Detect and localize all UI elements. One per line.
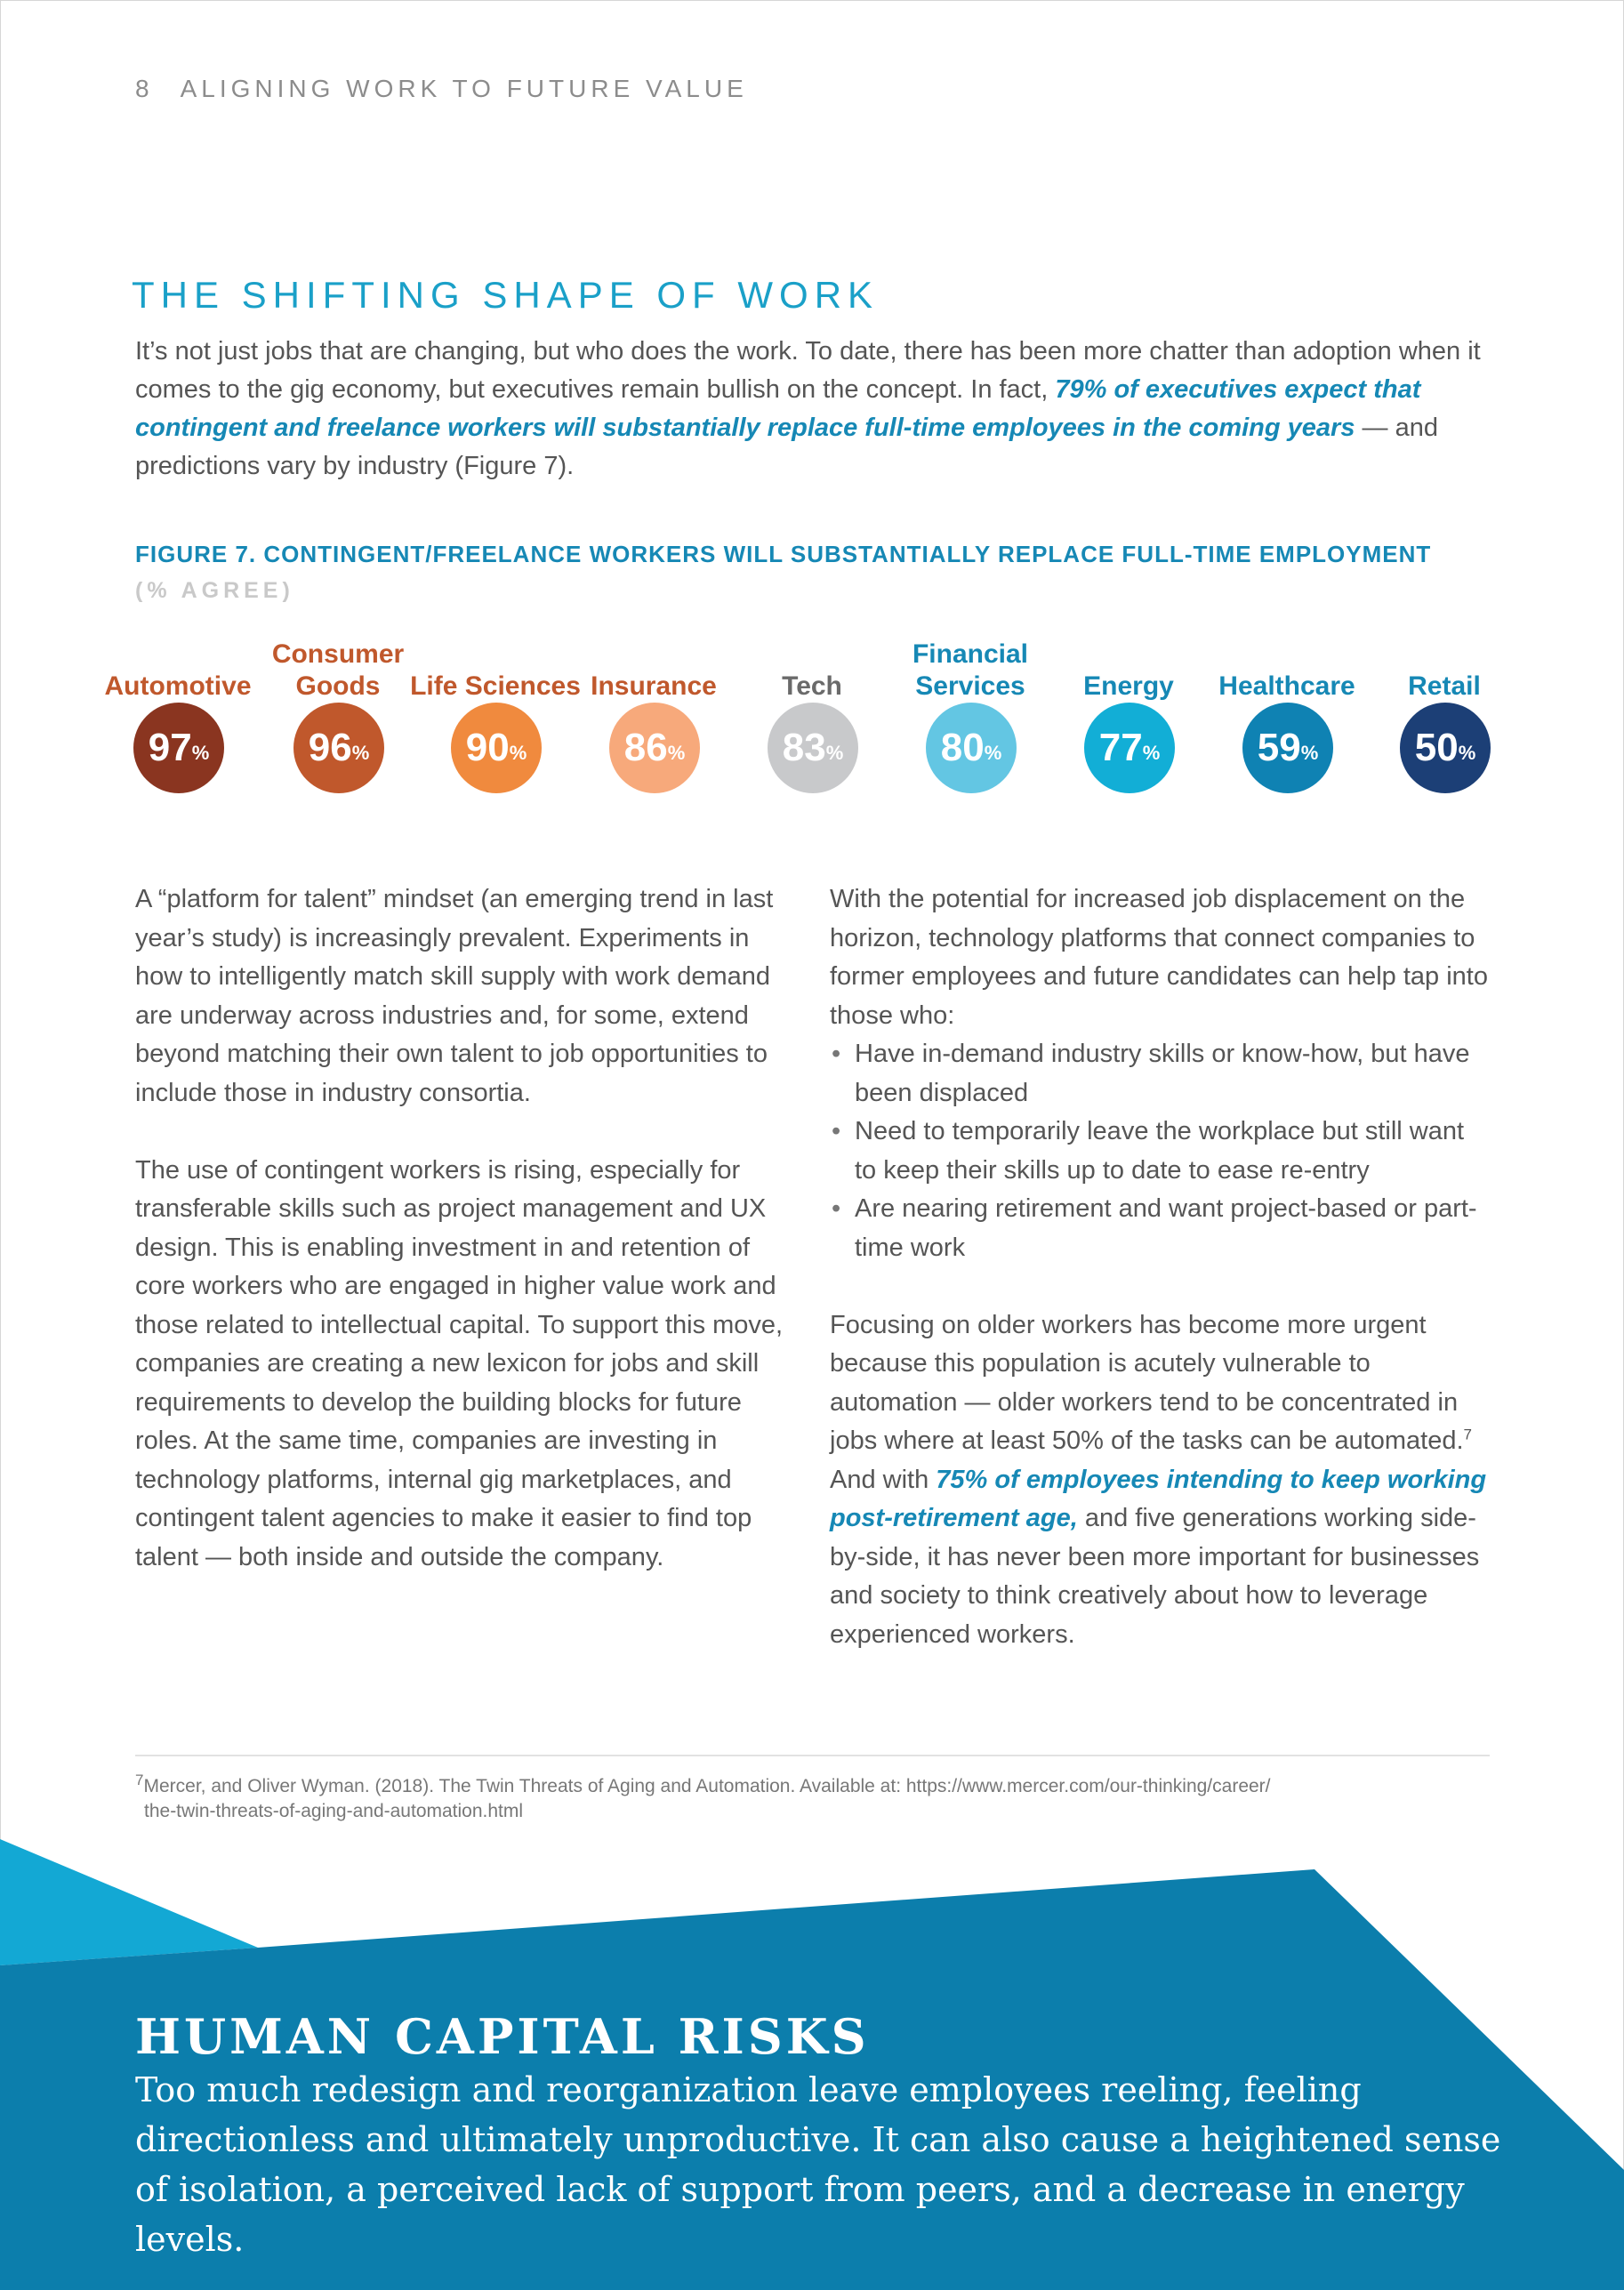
footnote-line-1 [135, 1774, 1496, 1799]
industry-life-sciences [406, 623, 584, 800]
section-title: THE SHIFTING SHAPE OF WORK [132, 274, 880, 316]
industry-value: 59 [1257, 726, 1301, 769]
percent-sign: % [1142, 742, 1161, 764]
banner-text: Too much redesign and reorganization leave employees reeling, feeling directionless and ultimately unproductive. It can also cause a heightened sense of isolation, a perceived lack of support from peers, and a decrease in energy levels. [135, 2070, 1501, 2259]
percent-sign: % [825, 742, 844, 764]
footnote-divider [135, 1755, 1490, 1756]
industry-value-circle [293, 703, 384, 793]
bullet-item: • Need to temporarily leave the workplace but still want to keep their skills up to date to ease re-entry [830, 1113, 1488, 1190]
industry-label: Life Sciences [410, 671, 581, 701]
footnote-text[interactable]: Mercer, and Oliver Wyman. (2018). The Twin Threats of Aging and Automation. Available at: https://www.mercer.com/our-thinking/career/ [143, 1776, 1271, 1796]
left-column [135, 880, 793, 1616]
right-p2-text-3: and five generations working side-by-side, it has never been more important for businesses and society to think creatively about how to leverage experienced workers. [830, 1504, 1480, 1649]
footnote-line-2[interactable]: the-twin-threats-of-aging-and-automation.html [144, 1801, 524, 1821]
percent-sign: % [1300, 742, 1319, 764]
percent-sign: % [191, 742, 210, 764]
industry-value-circle [133, 703, 224, 793]
intro-text-2: — and predictions vary by industry (Figure 7). [135, 414, 1438, 480]
industry-insurance [565, 623, 743, 800]
industry-label: Retail [1408, 671, 1481, 701]
industry-label: Tech [782, 671, 842, 701]
page-number: 8 [135, 75, 154, 102]
figure-subtitle: (% AGREE) [135, 578, 294, 603]
percent-sign: % [1458, 742, 1476, 764]
banner-light-shape [0, 1839, 258, 1965]
right-column [830, 880, 1488, 1693]
industry-energy [1040, 623, 1218, 800]
industry-value: 96 [308, 726, 352, 769]
industry-value: 90 [465, 726, 510, 769]
figure-title: FIGURE 7. CONTINGENT/FREELANCE WORKERS WILL SUBSTANTIALLY REPLACE FULL-TIME EMPLOYMENT [135, 541, 1432, 567]
right-intro: With the potential for increased job displacement on the horizon, technology platforms that connect companies to former employees and future candidates can help tap into those who: [830, 885, 1488, 1030]
percent-sign: % [509, 742, 527, 764]
left-paragraph-1: A “platform for talent” mindset (an emerging trend in last year’s study) is increasingly prevalent. Experiments in how to intelligently match skill supply with work demand are underway across industries and, for some, extend beyond matching their own talent to job opportunities to include those in industry consortia. [135, 885, 774, 1107]
running-header [135, 75, 748, 103]
industry-value-circle [1242, 703, 1333, 793]
industry-value: 50 [1414, 726, 1459, 769]
footnote-marker: 7 [135, 1772, 144, 1788]
industry-label: Automotive [104, 671, 252, 701]
industry-label: Healthcare [1218, 671, 1355, 701]
industry-label: Energy [1083, 671, 1174, 701]
industry-value-circle [609, 703, 700, 793]
right-p2-text-2: And with [830, 1465, 937, 1494]
industry-value: 86 [623, 726, 668, 769]
running-title: ALIGNING WORK TO FUTURE VALUE [180, 75, 748, 102]
banner-title: HUMAN CAPITAL RISKS [135, 2008, 870, 2065]
industry-value-circle [926, 703, 1017, 793]
industry-value: 77 [1098, 726, 1143, 769]
industry-retail [1355, 623, 1533, 800]
right-p2-highlight: 75% of employees intending to keep working post-retirement age, [830, 1465, 1487, 1532]
percent-sign: % [351, 742, 370, 764]
footnote [135, 1774, 1496, 1824]
industry-label: Insurance [591, 671, 717, 701]
intro-highlight: 79% of executives expect that contingent and freelance workers will substantially replace full-time employees in the coming years [135, 375, 1421, 442]
industry-value-circle [768, 703, 858, 793]
percent-sign: % [667, 742, 686, 764]
industry-value-circle [451, 703, 542, 793]
industry-value-circle [1400, 703, 1491, 793]
industry-value: 83 [782, 726, 826, 769]
right-paragraph-2 [830, 1306, 1488, 1655]
percent-sign: % [984, 742, 1002, 764]
left-paragraph-2: The use of contingent workers is rising, especially for transferable skills such as project management and UX design. This is enabling investment in and retention of core workers who are engaged in higher value work and those related to intellectual capital. To support this move, companies are creating a new lexicon for jobs and skill requirements to develop the building blocks for future roles. At the same time, companies are investing in technology platforms, internal gig marketplaces, and contingent talent agencies to make it easier to find top talent — both inside and outside the company. [135, 1155, 784, 1571]
footnote-ref[interactable]: 7 [1463, 1426, 1473, 1443]
right-p2-text-1: Focusing on older workers has become more urgent because this population is acutely vulnerable to automation — older workers tend to be concentrated in jobs where at least 50% of the tasks can be automated. [830, 1310, 1464, 1455]
bullet-item: • Are nearing retirement and want project-based or part-time work [830, 1190, 1488, 1267]
industry-label: Consumer Goods [271, 639, 405, 701]
industry-value-circle [1084, 703, 1175, 793]
industry-value: 97 [148, 726, 192, 769]
industry-healthcare [1198, 623, 1376, 800]
bullet-list [830, 1035, 1488, 1267]
industry-value: 80 [940, 726, 985, 769]
industry-financial-services [881, 623, 1059, 800]
intro-paragraph [135, 333, 1496, 486]
intro-text-1: It’s not just jobs that are changing, but who does the work. To date, there has been more chatter than adoption when it comes to the gig economy, but executives remain bullish on the concept. In fact, [135, 337, 1481, 404]
industry-label: Financial Services [912, 639, 1029, 701]
bullet-item: • Have in-demand industry skills or know-how, but have been displaced [830, 1035, 1488, 1113]
industry-consumer-goods [249, 623, 427, 800]
